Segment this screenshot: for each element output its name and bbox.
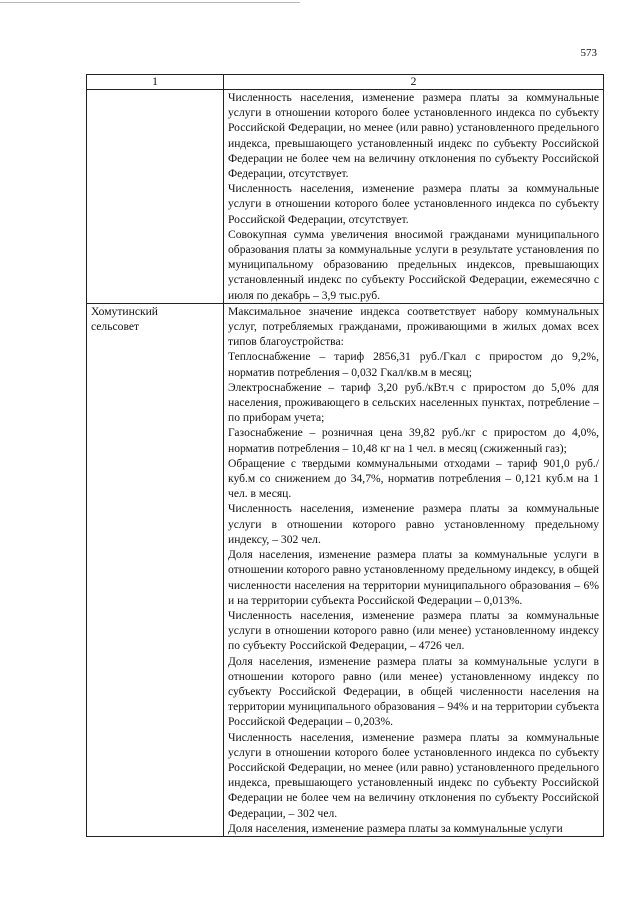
row-content-cell	[224, 90, 604, 304]
paragraph: Численность населения, изменение размера платы за коммунальные услуги в отношении которого более установленного индекса по субъекту Российской Федерации, но менее (или равно) установленного предельного индекса, превышающего установленный индекс по субъекту Российской Федерации не более чем на величину отклонения по субъекту Российской Федерации, отсутствует.	[228, 91, 599, 181]
paragraph: Численность населения, изменение размера платы за коммунальные услуги в отношении которого более установленного индекса по субъекту Российской Федерации, но менее (или равно) установленного предельного индекса, превышающего установленный индекс по субъекту Российской Федерации не более чем на величину отклонения по субъекту Российской Федерации, – 302 чел.	[228, 730, 599, 820]
paragraph: Доля населения, изменение размера платы за коммунальные услуги в отношении которого равно (или менее) установленному индексу по субъекту Российской Федерации, в общей численности населения на территории муниципального образования – 94% и на территории субъекта Российской Федерации – 0,203%.	[228, 654, 599, 729]
table-row	[87, 90, 604, 304]
municipality-type: сельсовет	[91, 320, 140, 334]
paragraph: Обращение с твердыми коммунальными отходами – тариф 901,0 руб./куб.м со снижением до 34,7%, норматив потребления – 0,121 куб.м на 1 чел. в месяц.	[228, 456, 599, 501]
paragraph: Электроснабжение – тариф 3,20 руб./кВт.ч с приростом до 5,0% для населения, проживающего в сельских населенных пунктах, потребление – по приборам учета;	[228, 380, 599, 425]
paragraph: Совокупная сумма увеличения вносимой гражданами муниципального образования платы за коммунальные услуги в результате установления по муниципальному образованию предельных индексов, превышающих установленный индекс по субъекту Российской Федерации, ежемесячно с июля по декабрь – 3,9 тыс.руб.	[228, 227, 599, 302]
paragraph: Доля населения, изменение размера платы за коммунальные услуги в отношении которого равно установленному предельному индексу, в общей численности населения на территории муниципального образования – 6% и на территории субъекта Российской Федерации – 0,013%.	[228, 548, 599, 607]
column-header-1: 1	[87, 75, 224, 90]
page-number: 573	[580, 47, 597, 59]
paragraph: Численность населения, изменение размера платы за коммунальные услуги в отношении которого равно (или менее) установленному индексу по субъекту Российской Федерации, – 4726 чел.	[228, 608, 599, 653]
document-table	[86, 74, 604, 837]
paragraph: Максимальное значение индекса соответствует набору коммунальных услуг, потребляемых гражданами, проживающими в жилых домах всех типов благоустройства:	[228, 304, 599, 349]
row-label-cell	[87, 303, 224, 836]
row-content-cell	[224, 303, 604, 836]
row-label-cell	[87, 90, 224, 304]
column-header-2: 2	[224, 75, 604, 90]
paragraph: Теплоснабжение – тариф 2856,31 руб./Гкал с приростом до 9,2%, норматив потребления – 0,032 Гкал/кв.м в месяц;	[228, 350, 599, 379]
paragraph: Доля населения, изменение размера платы за коммунальные услуги	[228, 821, 563, 835]
paragraph: Газоснабжение – розничная цена 39,82 руб./кг с приростом до 4,0%, норматив потребления – 10,48 кг на 1 чел. в месяц (сжиженный газ);	[228, 426, 599, 455]
paragraph: Численность населения, изменение размера платы за коммунальные услуги в отношении которого равно установленному предельному индексу, – 302 чел.	[228, 502, 599, 546]
table-header-row	[87, 75, 604, 90]
paragraph: Численность населения, изменение размера платы за коммунальные услуги в отношении которого более установленного индекса по субъекту Российской Федерации, отсутствует.	[228, 182, 599, 226]
scan-edge-line	[0, 2, 300, 3]
municipality-name: Хомутинский	[91, 304, 159, 318]
table-row	[87, 303, 604, 836]
